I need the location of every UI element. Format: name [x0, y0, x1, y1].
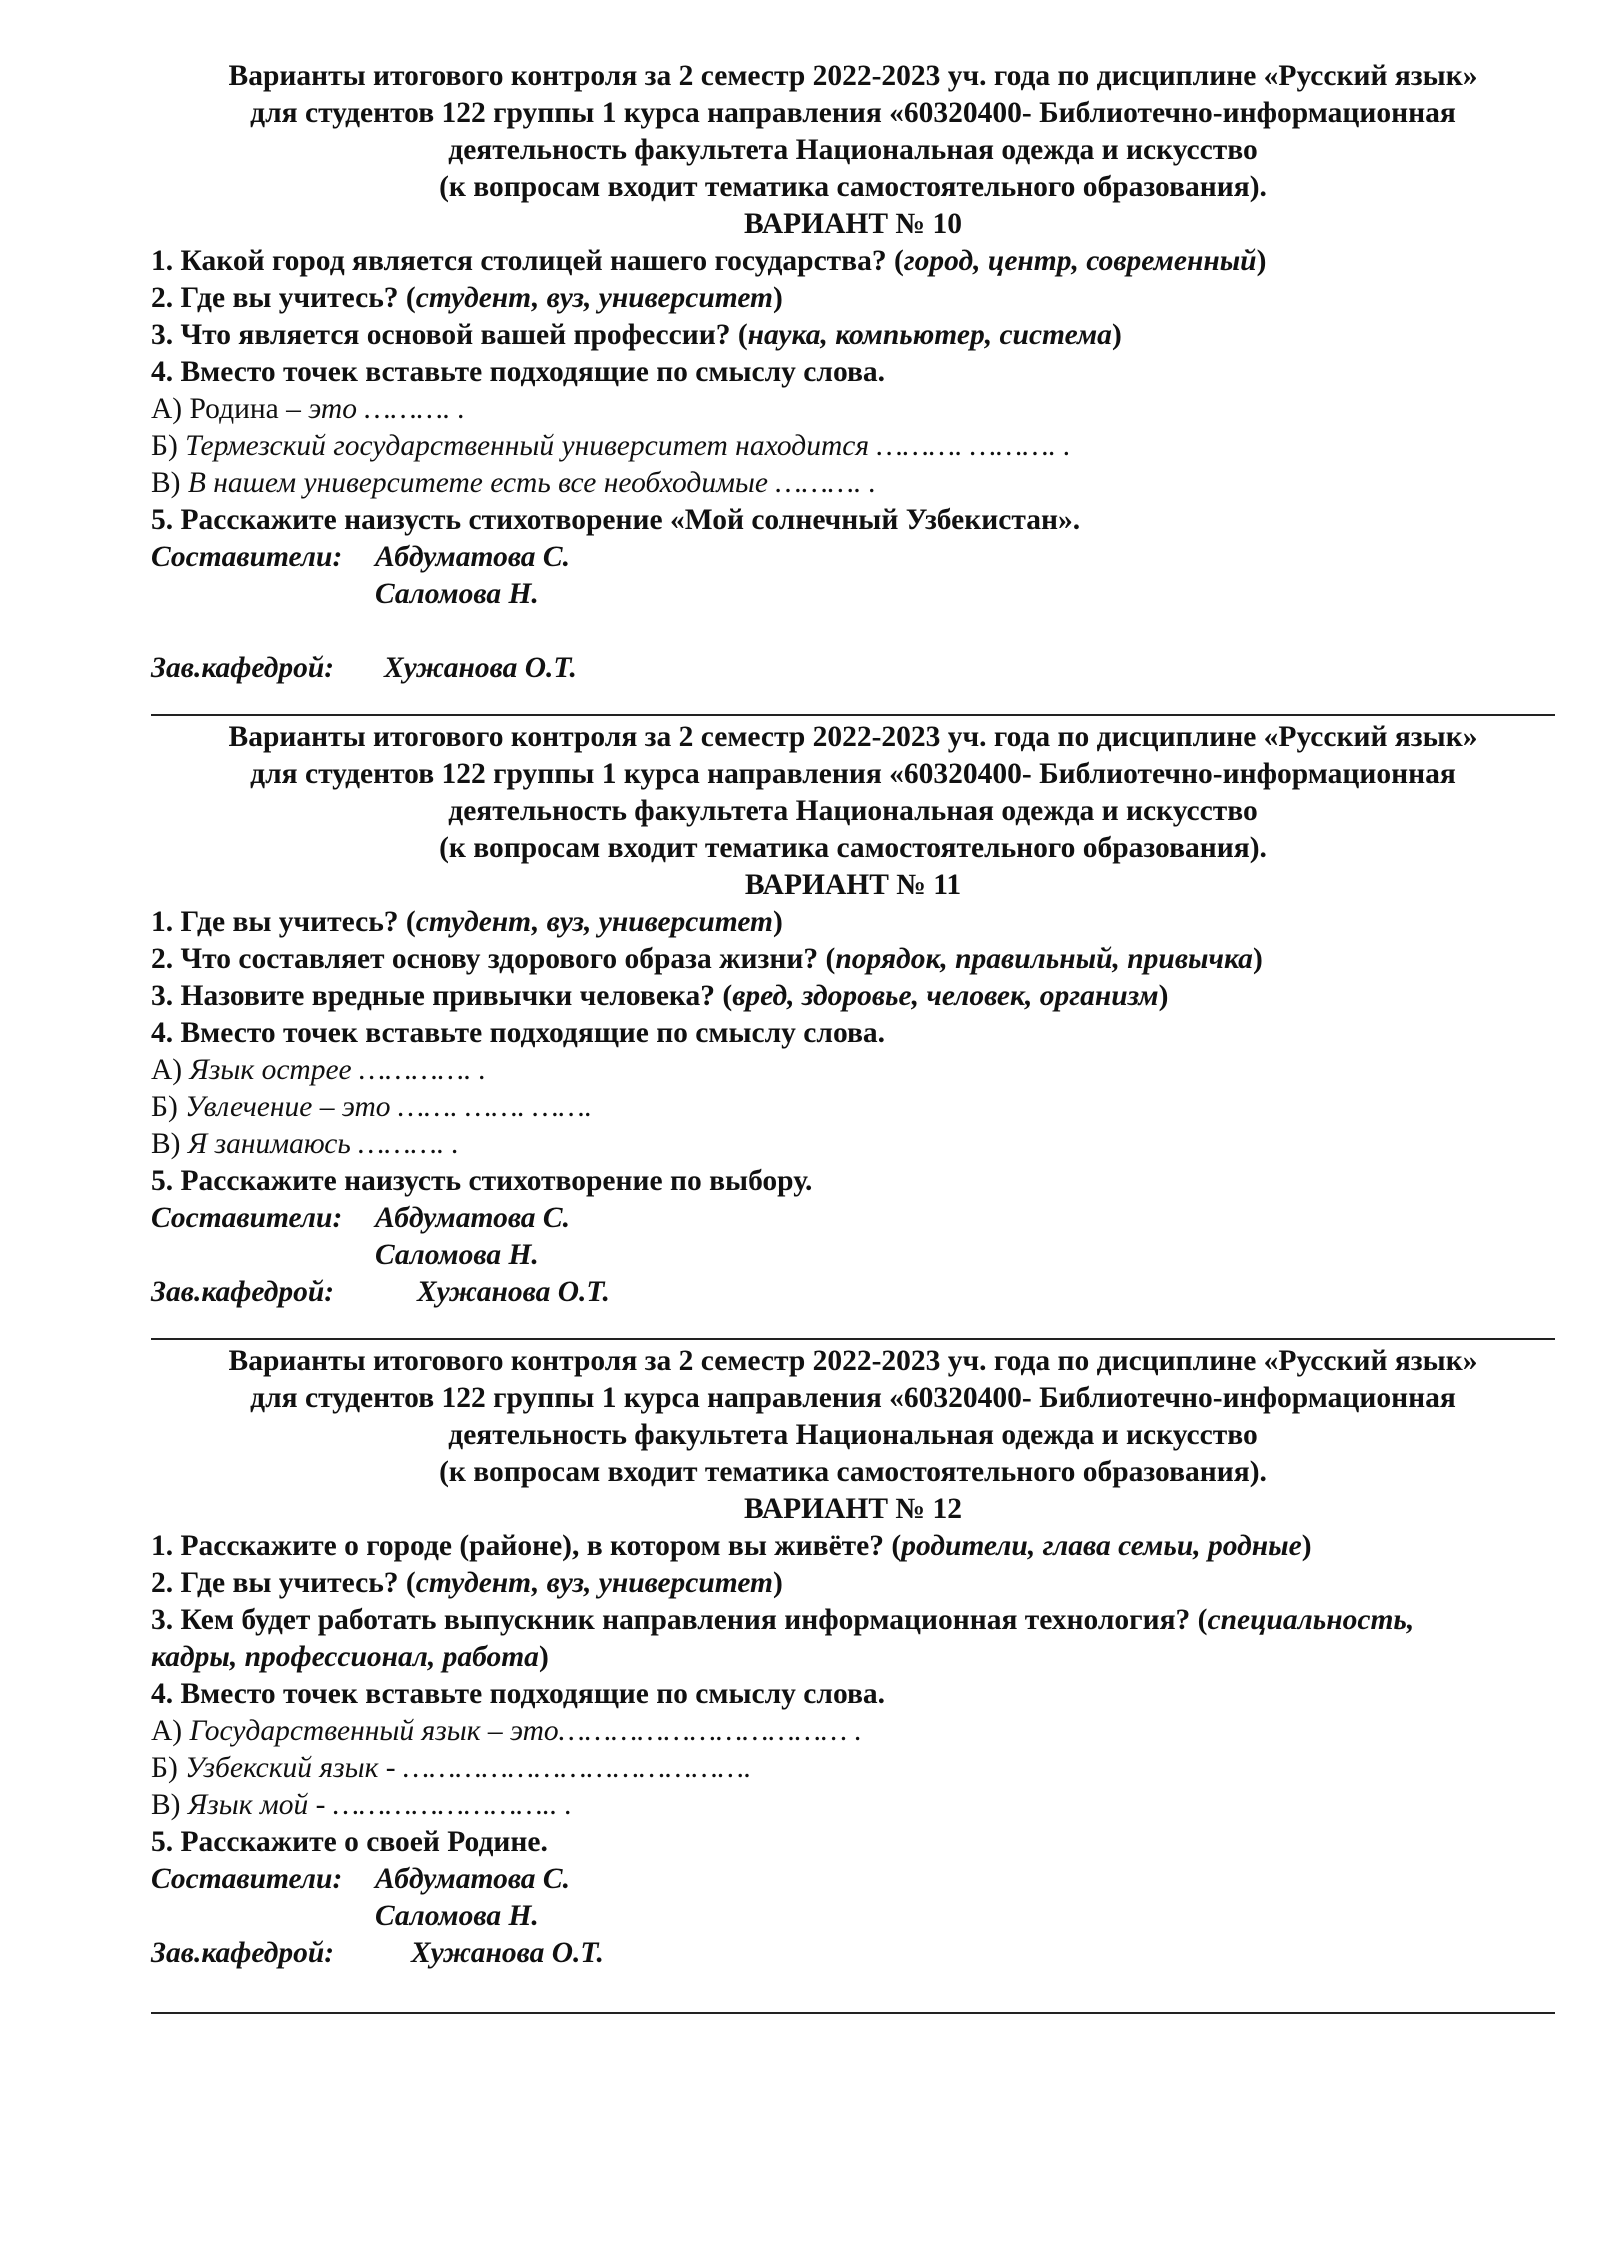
answer-text: Государственный язык – это…………………………… .	[189, 1715, 862, 1747]
header-line-3: деятельность факультета Национальная одежда и искусство	[448, 795, 1258, 827]
answer-prefix: Б)	[151, 1752, 186, 1784]
answer-prefix: А)	[151, 1054, 190, 1086]
question-4: 4. Вместо точек вставьте подходящие по смыслу слова.	[151, 1678, 886, 1710]
question-text: 2. Где вы учитесь? (	[151, 1567, 416, 1599]
head-of-department-row	[151, 650, 1555, 687]
answer-prefix: Б)	[151, 430, 186, 462]
question-close: )	[1252, 943, 1263, 975]
question-text: 1. Какой город является столицей нашего государства? (	[151, 245, 904, 277]
question-close: )	[773, 1567, 783, 1599]
header-line-1: Варианты итогового контроля за 2 семестр 2022-2023 уч. года по дисциплине «Русский язык»	[228, 1345, 1478, 1377]
head-label: Зав.кафедрой:	[151, 652, 335, 684]
question-3	[151, 317, 1555, 354]
question-3	[151, 1602, 1555, 1639]
compilers-label: Составители:	[151, 1863, 343, 1895]
question-text: 1. Где вы учитесь? (	[151, 906, 416, 938]
answer-prefix: В)	[151, 1789, 188, 1821]
question-5: 5. Расскажите наизусть стихотворение по выбору.	[151, 1165, 813, 1197]
question-1	[151, 243, 1555, 280]
head-label: Зав.кафедрой:	[151, 1937, 335, 1969]
compiler-name-1: Абдуматова С.	[375, 1202, 570, 1234]
question-4: 4. Вместо точек вставьте подходящие по смыслу слова.	[151, 1017, 886, 1049]
head-label: Зав.кафедрой:	[151, 1276, 335, 1308]
question-2	[151, 1565, 1555, 1602]
compilers-label: Составители:	[151, 541, 343, 573]
compilers-row-2	[151, 1237, 1555, 1274]
head-name: Хужанова О.Т.	[417, 1276, 610, 1308]
header-line-3: деятельность факультета Национальная одежда и искусство	[448, 134, 1258, 166]
question-hint: родители, глава семьи, родные	[901, 1530, 1302, 1562]
answer-text: Узбекский язык - ………………………………….	[185, 1752, 752, 1784]
answer-prefix: А) Родина –	[151, 393, 309, 425]
question-1	[151, 904, 1555, 941]
header-line-3: деятельность факультета Национальная одежда и искусство	[448, 1419, 1258, 1451]
question-hint: студент, вуз, университет	[415, 906, 774, 938]
compiler-name-2: Саломова Н.	[375, 1239, 539, 1271]
answer-c	[151, 1126, 1555, 1163]
question-close: )	[773, 906, 783, 938]
question-text: 2. Где вы учитесь? (	[151, 282, 416, 314]
question-hint: порядок, правильный, привычка	[835, 943, 1253, 975]
question-2	[151, 941, 1555, 978]
question-hint: студент, вуз, университет	[415, 282, 774, 314]
answer-text: Я занимаюсь ………. .	[187, 1128, 459, 1160]
compiler-name-1: Абдуматова С.	[375, 541, 570, 573]
question-text: 2. Что составляет основу здорового образа жизни? (	[151, 943, 836, 975]
answer-b	[151, 1089, 1555, 1126]
question-hint: город, центр, современный	[903, 245, 1257, 277]
header-line-4: (к вопросам входит тематика самостоятельного образования).	[439, 832, 1267, 864]
question-1	[151, 1528, 1555, 1565]
compiler-name-1: Абдуматова С.	[375, 1863, 570, 1895]
variant-title: ВАРИАНТ № 11	[744, 869, 962, 901]
answer-prefix: В)	[151, 467, 188, 499]
answer-a	[151, 1713, 1555, 1750]
variant-section-10	[151, 58, 1555, 687]
answer-text: Язык мой - …………………….. .	[187, 1789, 573, 1821]
variant-title: ВАРИАНТ № 10	[744, 208, 962, 240]
header-line-2: для студентов 122 группы 1 курса направления «60320400- Библиотечно-информационная	[250, 758, 1456, 790]
answer-prefix: А)	[151, 1715, 190, 1747]
question-3	[151, 978, 1555, 1015]
question-text: 1. Расскажите о городе (районе), в котором вы живёте? (	[151, 1530, 902, 1562]
compilers-row-2	[151, 576, 1555, 613]
question-hint: вред, здоровье, человек, организм	[732, 980, 1159, 1012]
question-hint: кадры, профессионал, работа	[151, 1641, 539, 1673]
compiler-name-2: Саломова Н.	[375, 578, 539, 610]
question-2	[151, 280, 1555, 317]
question-close: )	[1111, 319, 1122, 351]
variant-section-11	[151, 719, 1555, 1311]
question-hint: студент, вуз, университет	[415, 1567, 774, 1599]
question-4: 4. Вместо точек вставьте подходящие по смыслу слова.	[151, 356, 886, 388]
header-line-1: Варианты итогового контроля за 2 семестр 2022-2023 уч. года по дисциплине «Русский язык»	[228, 721, 1478, 753]
head-of-department-row	[151, 1274, 1555, 1311]
answer-a	[151, 391, 1555, 428]
question-3-continued	[151, 1639, 1555, 1676]
compilers-label: Составители:	[151, 1202, 343, 1234]
answer-text: В нашем университете есть все необходимые ………. .	[187, 467, 877, 499]
head-name: Хужанова О.Т.	[411, 1937, 604, 1969]
question-text: 3. Кем будет работать выпускник направления информационная технология? (	[151, 1604, 1208, 1636]
header-line-2: для студентов 122 группы 1 курса направления «60320400- Библиотечно-информационная	[250, 1382, 1456, 1414]
question-hint: наука, компьютер, система	[747, 319, 1112, 351]
answer-prefix: В)	[151, 1128, 188, 1160]
question-5: 5. Расскажите о своей Родине.	[151, 1826, 548, 1858]
header-line-4: (к вопросам входит тематика самостоятельного образования).	[439, 171, 1267, 203]
answer-prefix: Б)	[151, 1091, 186, 1123]
section-divider	[151, 2012, 1555, 2014]
question-close: )	[773, 282, 783, 314]
answer-b	[151, 1750, 1555, 1787]
question-close: )	[1256, 245, 1267, 277]
answer-text: Язык острее …………. .	[189, 1054, 487, 1086]
compilers-row-2	[151, 1898, 1555, 1935]
head-of-department-row	[151, 1935, 1555, 1972]
answer-text: это ………. .	[308, 393, 466, 425]
answer-text: Термезский государственный университет находится ………. ………. .	[185, 430, 1071, 462]
question-close: )	[538, 1641, 549, 1673]
question-5: 5. Расскажите наизусть стихотворение «Мой солнечный Узбекистан».	[151, 504, 1081, 536]
answer-a	[151, 1052, 1555, 1089]
variant-title: ВАРИАНТ № 12	[744, 1493, 962, 1525]
answer-c	[151, 1787, 1555, 1824]
question-hint: специальность,	[1207, 1604, 1415, 1636]
variant-section-12	[151, 1343, 1555, 1972]
answer-c	[151, 465, 1555, 502]
answer-b	[151, 428, 1555, 465]
question-close: )	[1158, 980, 1169, 1012]
header-line-4: (к вопросам входит тематика самостоятельного образования).	[439, 1456, 1267, 1488]
compilers-row	[151, 539, 1555, 576]
compilers-row	[151, 1200, 1555, 1237]
header-line-1: Варианты итогового контроля за 2 семестр 2022-2023 уч. года по дисциплине «Русский язык»	[228, 60, 1478, 92]
head-name: Хужанова О.Т.	[384, 652, 577, 684]
question-text: 3. Что является основой вашей профессии? (	[151, 319, 748, 351]
answer-text: Увлечение – это ……. ……. …….	[185, 1091, 593, 1123]
compiler-name-2: Саломова Н.	[375, 1900, 539, 1932]
question-close: )	[1301, 1530, 1312, 1562]
header-line-2: для студентов 122 группы 1 курса направления «60320400- Библиотечно-информационная	[250, 97, 1456, 129]
document-page	[151, 58, 1555, 2014]
compilers-row	[151, 1861, 1555, 1898]
question-text: 3. Назовите вредные привычки человека? (	[151, 980, 733, 1012]
